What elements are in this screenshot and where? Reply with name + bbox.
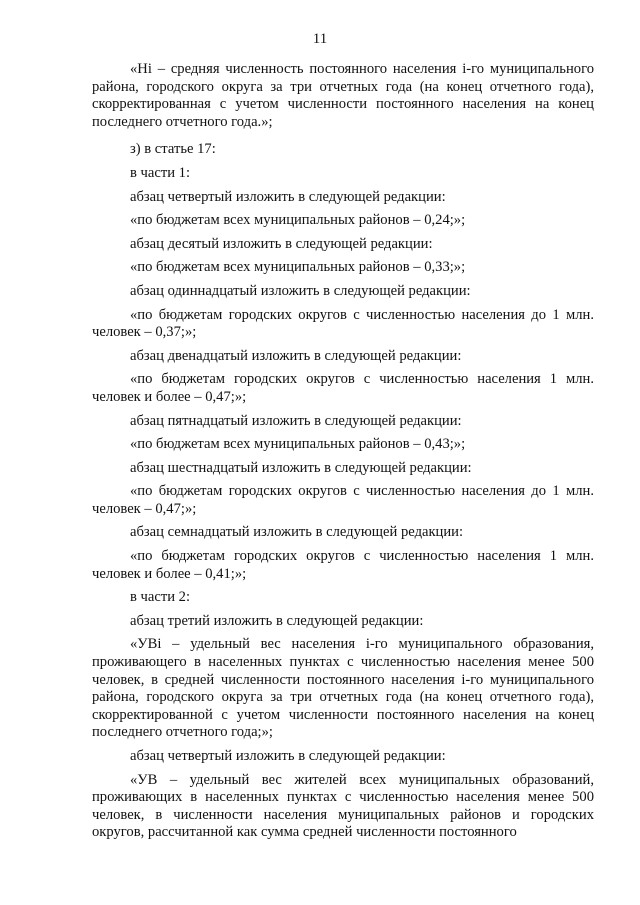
paragraph-definition-uv: «УВ – удельный вес жителей всех муниципальных образований, проживающих в населенных пунктах с численностью населения менее 500 человек, в численности населения муниципальных районов и городских округов, рассчитанной как сумма средней численности постоянного xyxy=(92,771,594,841)
paragraph-instruction: абзац двенадцатый изложить в следующей редакции: xyxy=(130,347,462,364)
paragraph-instruction: абзац четвертый изложить в следующей редакции: xyxy=(130,188,446,205)
document-body xyxy=(92,61,594,842)
paragraph-definition-h: «Hi – средняя численность постоянного населения i-го муниципального района, городского округа за три отчетных года (на конец отчетного года), скорректированная с учетом численности постоянного населения на конец последнего отчетного года.»; xyxy=(92,61,594,130)
paragraph-instruction: абзац пятнадцатый изложить в следующей редакции: xyxy=(130,412,462,429)
paragraph-quote: «по бюджетам всех муниципальных районов – 0,24;»; xyxy=(130,212,466,229)
paragraph-quote: «по бюджетам городских округов с численностью населения до 1 млн. человек – 0,47;»; xyxy=(92,483,594,517)
page-number: 11 xyxy=(312,31,328,47)
paragraph-part-1: в части 1: xyxy=(130,164,191,181)
paragraph-instruction: абзац четвертый изложить в следующей редакции: xyxy=(130,748,446,764)
paragraph-article-17: з) в статье 17: xyxy=(130,141,216,158)
paragraph-instruction: абзац шестнадцатый изложить в следующей редакции: xyxy=(130,459,472,476)
paragraph-quote: «по бюджетам всех муниципальных районов – 0,33;»; xyxy=(130,259,466,276)
paragraph-part-2: в части 2: xyxy=(130,589,191,606)
paragraph-quote: «по бюджетам всех муниципальных районов – 0,43;»; xyxy=(130,436,466,453)
paragraph-instruction: абзац десятый изложить в следующей редакции: xyxy=(130,235,433,252)
paragraph-definition-uvi: «УВi – удельный вес населения i-го муниципального образования, проживающего в населенных пунктах с численностью населения менее 500 человек, в средней численности постоянного населения i-го муниципального района, городского округа за три отчетных года (на конец отчетного года), скорректированной с учетом численности постоянного населения на конец последнего отчетного года;»; xyxy=(92,636,594,741)
paragraph-quote: «по бюджетам городских округов с численностью населения 1 млн. человек и более – 0,47;»; xyxy=(92,371,594,405)
paragraph-instruction: абзац третий изложить в следующей редакции: xyxy=(130,612,424,629)
paragraph-quote: «по бюджетам городских округов с численностью населения до 1 млн. человек – 0,37;»; xyxy=(92,306,594,341)
paragraph-quote: «по бюджетам городских округов с численностью населения 1 млн. человек и более – 0,41;»; xyxy=(92,548,594,582)
paragraph-instruction: абзац одиннадцатый изложить в следующей редакции: xyxy=(130,282,471,299)
paragraph-instruction: абзац семнадцатый изложить в следующей редакции: xyxy=(130,524,464,541)
